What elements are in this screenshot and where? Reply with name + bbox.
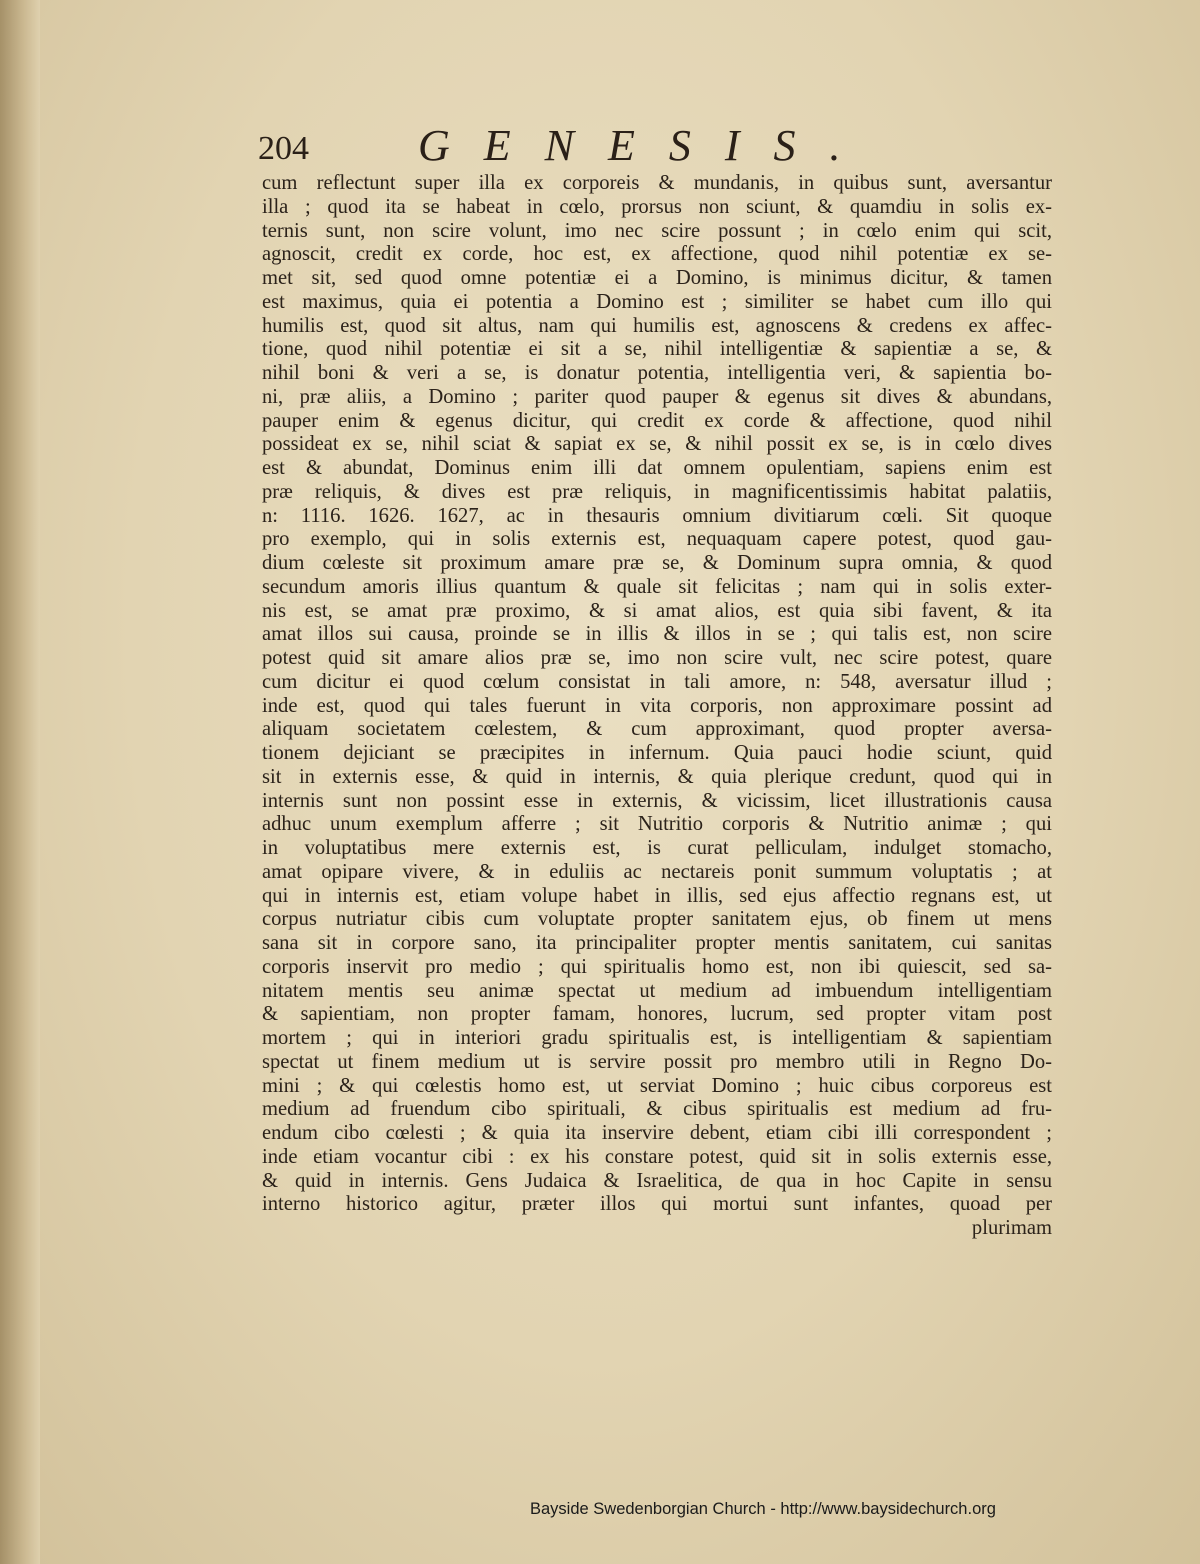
text-line — [262, 172, 1052, 196]
text-line — [262, 576, 1052, 600]
text-line-content: internis sunt non possint esse in externis, & vicissim, licet illustrationis causa — [262, 789, 1052, 812]
text-line-content: præ reliquis, & dives est præ reliquis, in magnificentissimis habitat palatiis, — [262, 480, 1052, 503]
text-line-content: amat illos sui causa, proinde se in illis & illos in se ; qui talis est, non scire — [262, 623, 1052, 646]
text-line-content: nihil boni & veri a se, is donatur potentia, intelligentia veri, & sapientia bo- — [262, 362, 1052, 384]
text-line — [262, 861, 1052, 885]
text-line — [262, 433, 1052, 457]
page-gutter-shadow — [0, 0, 40, 1564]
text-line — [262, 338, 1052, 362]
text-line-content: humilis est, quod sit altus, nam qui humilis est, agnoscens & credens ex affec- — [262, 314, 1052, 337]
text-line — [262, 220, 1052, 244]
text-line-content: qui in internis est, etiam volupe habet in illis, sed ejus affectio regnans est, ut — [262, 884, 1052, 907]
text-line-content: medium ad fruendum cibo spirituali, & cibus spiritualis est medium ad fru- — [262, 1098, 1052, 1121]
footer-credit: Bayside Swedenborgian Church - http://www.baysidechurch.org — [530, 1500, 996, 1518]
text-line-content: secundum amoris illius quantum & quale sit felicitas ; nam qui in solis exter- — [262, 575, 1052, 598]
body-text — [262, 172, 1052, 1217]
text-line — [262, 718, 1052, 742]
text-line-content: pro exemplo, qui in solis externis est, nequaquam capere potest, quod gau- — [262, 528, 1052, 551]
running-title: GENESIS. — [418, 121, 875, 170]
text-line — [262, 1051, 1052, 1075]
text-line-content: ternis sunt, non scire volunt, imo nec scire possunt ; in cœlo enim qui scit, — [262, 219, 1052, 242]
text-line-content: n: 1116. 1626. 1627, ac in thesauris omnium divitiarum cœli. Sit quoque — [262, 504, 1052, 527]
text-line — [262, 790, 1052, 814]
text-line — [262, 1146, 1052, 1170]
text-line — [262, 457, 1052, 481]
text-line — [262, 243, 1052, 267]
text-line — [262, 766, 1052, 790]
text-line — [262, 1075, 1052, 1099]
text-line-content: est & abundat, Dominus enim illi dat omnem opulentiam, sapiens enim est — [262, 457, 1052, 479]
text-line — [262, 1027, 1052, 1051]
text-line — [262, 267, 1052, 291]
text-line-content: dium cœleste sit proximum amare præ se, & Dominum supra omnia, & quod — [262, 552, 1052, 574]
text-line-content: nis est, se amat præ proximo, & si amat alios, est quia sibi favent, & ita — [262, 599, 1052, 622]
text-line-content: mortem ; qui in interiori gradu spiritualis est, is intelligentiam & sapientiam — [262, 1027, 1052, 1049]
text-line-content: spectat ut finem medium ut is servire possit pro membro utili in Regno Do- — [262, 1050, 1052, 1073]
text-line-content: potest quid sit amare alios præ se, imo non scire vult, nec scire potest, quare — [262, 647, 1052, 669]
text-line — [262, 956, 1052, 980]
page-header — [258, 118, 1058, 178]
text-line-content: met sit, sed quod omne potentiæ ei a Domino, is minimus dicitur, & tamen — [262, 267, 1052, 289]
text-line-content: tionem dejiciant se præcipites in infernum. Quia pauci hodie sciunt, quid — [262, 742, 1052, 764]
text-line — [262, 1170, 1052, 1194]
text-line — [262, 528, 1052, 552]
text-line — [262, 386, 1052, 410]
text-line-content: inde est, quod qui tales fuerunt in vita corporis, non approximare possint ad — [262, 694, 1052, 717]
text-line — [262, 600, 1052, 624]
text-line-content: pauper enim & egenus dicitur, qui credit ex corde & affectione, quod nihil — [262, 409, 1052, 432]
text-line-content: adhuc unum exemplum afferre ; sit Nutritio corporis & Nutritio animæ ; qui — [262, 813, 1052, 836]
text-line-content: aliquam societatem cœlestem, & cum approximant, quod propter aversa- — [262, 718, 1052, 741]
text-line — [262, 481, 1052, 505]
catchword: plurimam — [971, 1217, 1052, 1239]
text-line — [262, 908, 1052, 932]
page-number: 204 — [258, 130, 309, 167]
text-line — [262, 980, 1052, 1004]
text-line — [262, 1003, 1052, 1027]
text-line-content: sana sit in corpore sano, ita principaliter propter mentis sanitatem, cui sanitas — [262, 932, 1052, 954]
text-line — [262, 291, 1052, 315]
text-line — [262, 671, 1052, 695]
text-line-content: agnoscit, credit ex corde, hoc est, ex affectione, quod nihil potentiæ ex se- — [262, 243, 1052, 266]
text-line — [262, 623, 1052, 647]
text-line-content: cum reflectunt super illa ex corporeis & mundanis, in quibus sunt, aversantur — [262, 172, 1052, 194]
text-line — [262, 1122, 1052, 1146]
text-line-content: inde etiam vocantur cibi : ex his constare potest, quid sit in solis externis esse, — [262, 1145, 1052, 1168]
text-line-content: possideat ex se, nihil sciat & sapiat ex se, & nihil possit ex se, is in cœlo dives — [262, 433, 1052, 456]
text-line-content: interno historico agitur, præter illos qui mortui sunt infantes, quoad per — [262, 1193, 1052, 1216]
text-line-content: & quid in internis. Gens Judaica & Israelitica, de qua in hoc Capite in sensu — [262, 1169, 1052, 1192]
text-line — [262, 410, 1052, 434]
text-line — [262, 813, 1052, 837]
text-line-content: ni, præ aliis, a Domino ; pariter quod pauper & egenus sit dives & abundans, — [262, 385, 1052, 408]
text-line-content: mini ; & qui cœlestis homo est, ut serviat Domino ; huic cibus corporeus est — [262, 1074, 1052, 1097]
text-line — [262, 315, 1052, 339]
text-line — [262, 505, 1052, 529]
text-line-content: in voluptatibus mere externis est, is curat pelliculam, indulget stomacho, — [262, 837, 1052, 859]
text-line-content: amat opipare vivere, & in eduliis ac nectareis ponit summum voluptatis ; at — [262, 860, 1052, 883]
text-line-content: illa ; quod ita se habeat in cœlo, prorsus non sciunt, & quamdiu in solis ex- — [262, 195, 1052, 218]
text-line — [262, 837, 1052, 861]
text-line — [262, 1098, 1052, 1122]
text-line — [262, 742, 1052, 766]
text-line-content: sit in externis esse, & quid in internis, & quia plerique credunt, quod qui in — [262, 765, 1052, 788]
text-line — [262, 362, 1052, 386]
text-line-content: endum cibo cœlesti ; & quia ita inservire debent, etiam cibi illi correspondent ; — [262, 1122, 1052, 1144]
text-line-content: cum dicitur ei quod cœlum consistat in tali amore, n: 548, aversatur illud ; — [262, 670, 1052, 693]
text-line — [262, 885, 1052, 909]
text-line-content: & sapientiam, non propter famam, honores, lucrum, sed propter vitam post — [262, 1003, 1052, 1026]
text-line-content: corporis inservit pro medio ; qui spiritualis homo est, non ibi quiescit, sed sa- — [262, 955, 1052, 978]
text-line — [262, 1193, 1052, 1217]
text-line-content: nitatem mentis seu animæ spectat ut medium ad imbuendum intelligentiam — [262, 979, 1052, 1002]
text-line — [262, 552, 1052, 576]
text-line-content: est maximus, quia ei potentia a Domino est ; similiter se habet cum illo qui — [262, 290, 1052, 313]
text-line-content: tione, quod nihil potentiæ ei sit a se, nihil intelligentiæ & sapientiæ a se, & — [262, 338, 1052, 361]
text-line — [262, 695, 1052, 719]
text-line-content: corpus nutriatur cibis cum voluptate propter sanitatem ejus, ob finem ut mens — [262, 908, 1052, 931]
text-line — [262, 932, 1052, 956]
text-line — [262, 196, 1052, 220]
text-line — [262, 647, 1052, 671]
